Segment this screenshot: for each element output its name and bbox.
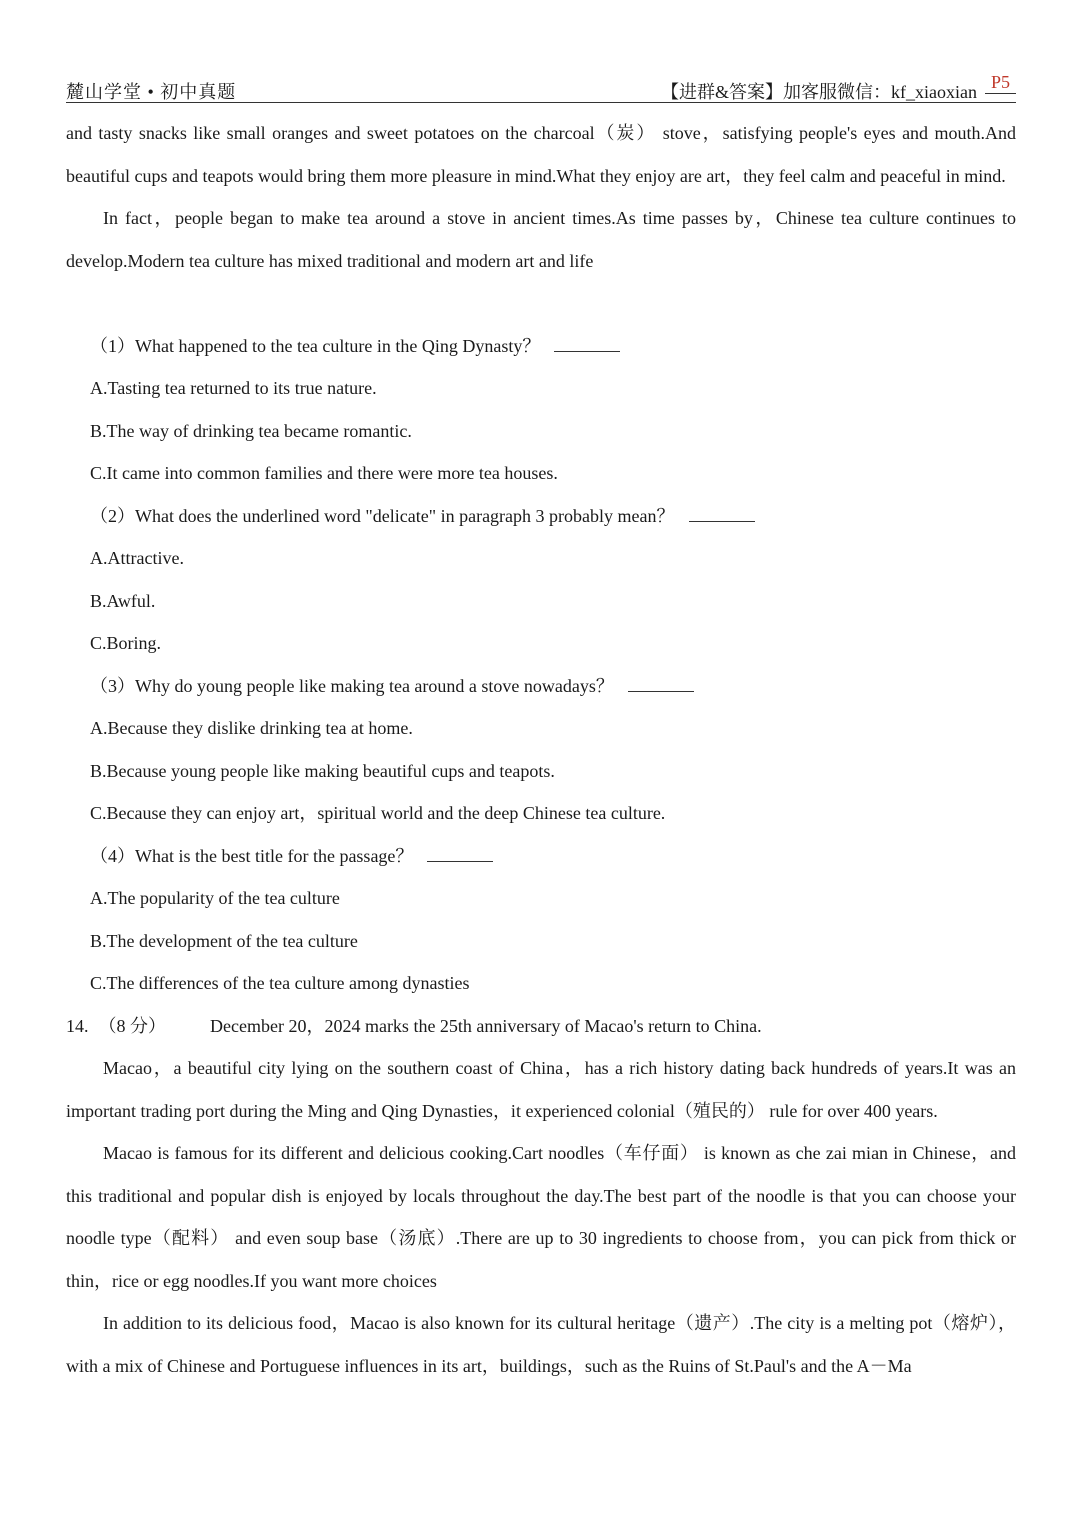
question-text: （4）What is the best title for the passage？: [90, 845, 414, 866]
option: A.Attractive.: [90, 548, 184, 568]
question-stem-2: [66, 495, 1016, 538]
question-text: （3）Why do young people like making tea around a stove nowadays？: [90, 675, 614, 696]
option: C.It came into common families and there were more tea houses.: [90, 463, 558, 483]
spacer: [66, 282, 1016, 325]
option: A.Because they dislike drinking tea at home.: [90, 718, 413, 738]
question-intro: December 20，2024 marks the 25th anniversary of Macao's return to China.: [210, 1015, 762, 1036]
question-text: （2）What does the underlined word "delicate" in paragraph 3 probably mean？: [90, 505, 675, 526]
answer-blank[interactable]: [554, 333, 620, 352]
option: A.Tasting tea returned to its true nature.: [90, 378, 377, 398]
option: A.The popularity of the tea culture: [90, 888, 340, 908]
question-14-header: [66, 1005, 1016, 1048]
question-stem-3: [66, 665, 1016, 708]
answer-blank[interactable]: [689, 503, 755, 522]
passage-paragraph: In fact，people began to make tea around a stove in ancient times.As time passes by，Chinese tea culture continues to develop.Modern tea culture has mixed traditional and modern art and life: [66, 208, 1016, 271]
question-score: （8 分）: [98, 1015, 166, 1036]
option: C.The differences of the tea culture among dynasties: [90, 973, 470, 993]
page-number: P5: [985, 72, 1016, 94]
option: B.The way of drinking tea became romantic.: [90, 420, 412, 441]
option: C.Boring.: [90, 633, 162, 653]
page-content: [66, 112, 1016, 1387]
option: B.Awful.: [90, 590, 156, 611]
option: C.Because they can enjoy art，spiritual world and the deep Chinese tea culture.: [90, 803, 666, 823]
option: B.Because young people like making beautiful cups and teapots.: [90, 760, 555, 781]
answer-blank[interactable]: [628, 673, 694, 692]
passage-paragraph: Macao，a beautiful city lying on the southern coast of China，has a rich history dating back hundreds of years.It was an important trading port during the Ming and Qing Dynasties，it experienced colonial（殖民的） rule for over 400 years.: [66, 1058, 1016, 1121]
question-number: 14.: [66, 1015, 89, 1036]
header-brand: 麓山学堂 • 初中真题: [66, 82, 237, 102]
question-stem-4: [66, 835, 1016, 878]
passage-paragraph: In addition to its delicious food，Macao is also known for its cultural heritage（遗产）.The city is a melting pot（熔炉），with a mix of Chinese and Portuguese influences in its art，buildings，such as the Ruins of St.Paul's and the A－Ma: [66, 1313, 1016, 1376]
passage-paragraph: and tasty snacks like small oranges and sweet potatoes on the charcoal（炭） stove，satisfying people's eyes and mouth.And beautiful cups and teapots would bring them more pleasure in mind.What they enjoy are art，they feel calm and peaceful in mind.: [66, 123, 1016, 186]
passage-paragraph: Macao is famous for its different and delicious cooking.Cart noodles（车仔面） is known as che zai mian in Chinese，and this traditional and popular dish is enjoyed by locals throughout the day.The best part of the noodle is that you can choose your noodle type（配料） and even soup base（汤底）.There are up to 30 ingredients to choose from，you can pick from thick or thin，rice or egg noodles.If you want more choices: [66, 1143, 1016, 1291]
header-contact-text: 【进群&答案】加客服微信：kf_xiaoxian: [661, 82, 977, 102]
header-contact: [661, 72, 1016, 104]
answer-blank[interactable]: [427, 843, 493, 862]
question-stem-1: [66, 325, 1016, 368]
question-text: （1）What happened to the tea culture in the Qing Dynasty？: [90, 335, 541, 356]
page-header: [66, 74, 1016, 103]
option: B.The development of the tea culture: [90, 930, 358, 951]
